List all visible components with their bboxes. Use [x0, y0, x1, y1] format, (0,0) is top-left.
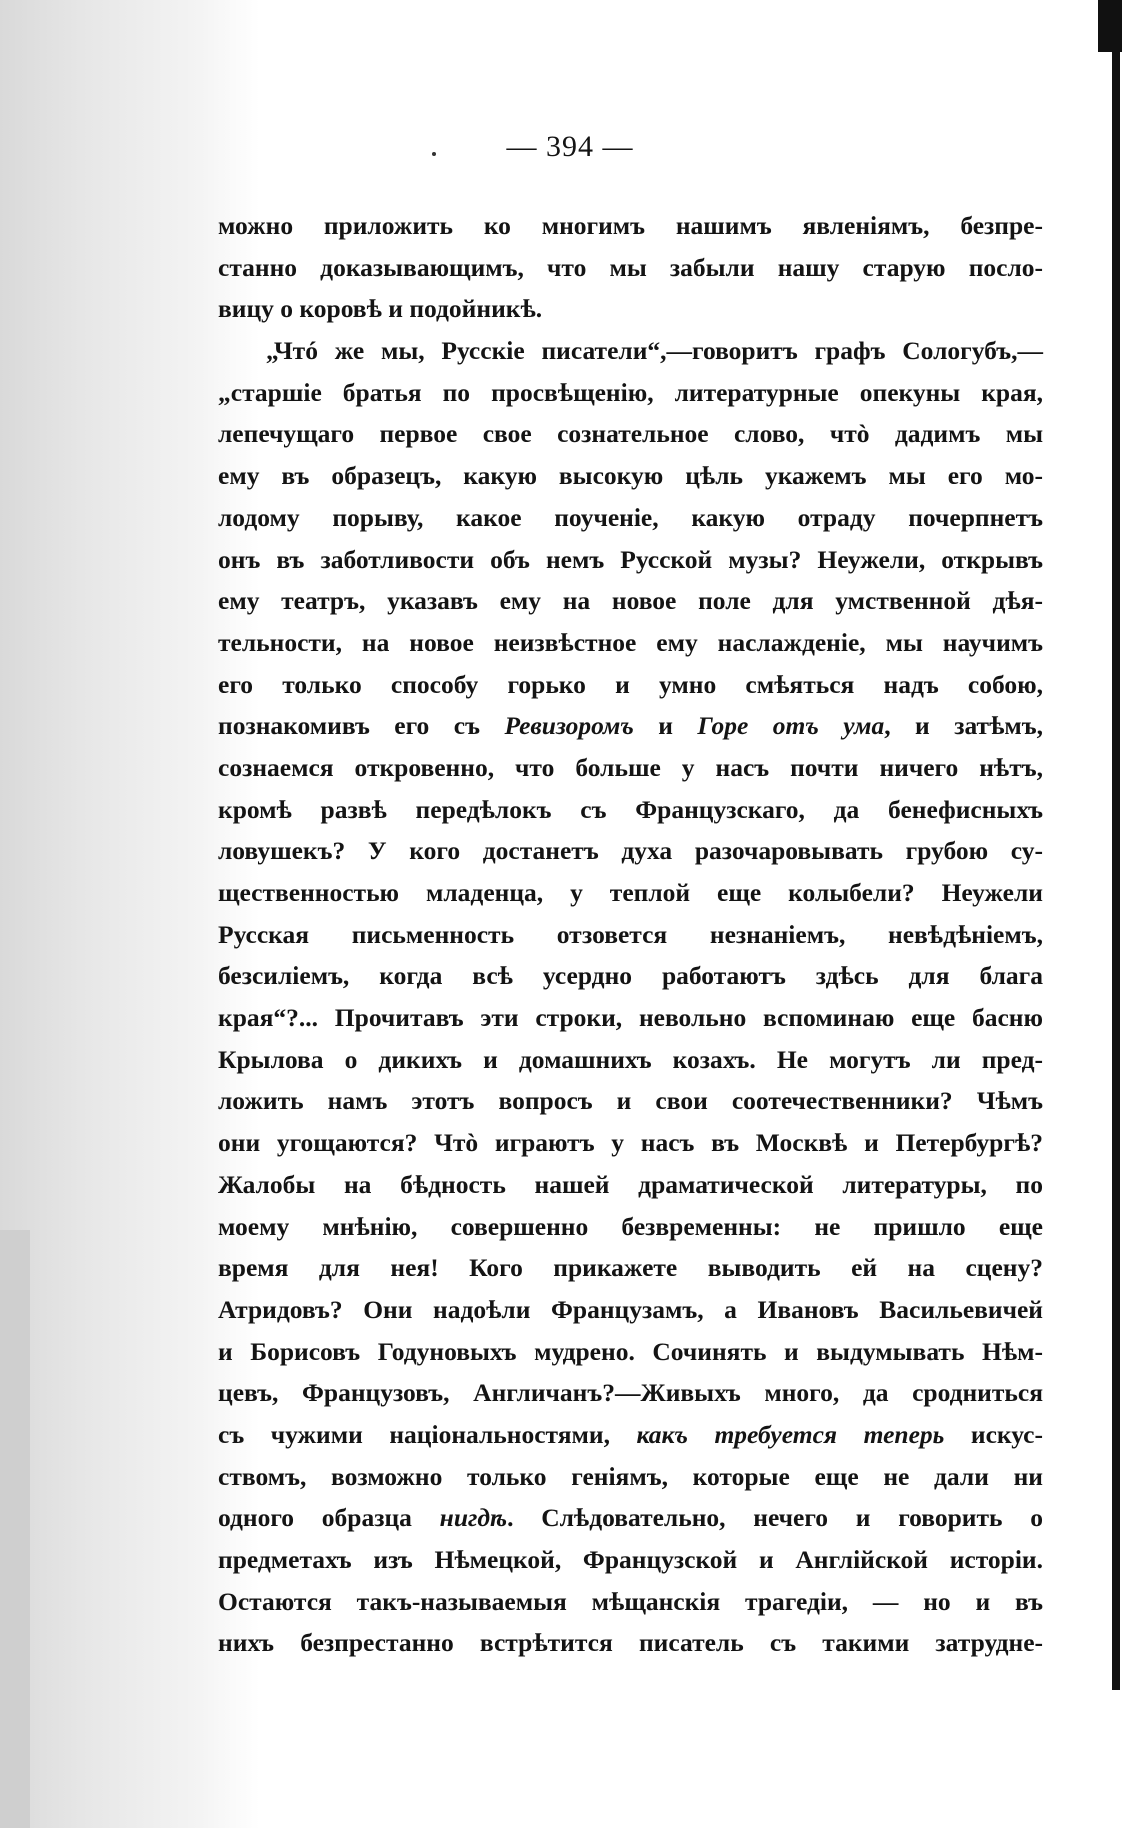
text-line: щественностью младенца, у теплой еще колыбели? Неужели: [218, 878, 1043, 907]
text-line: предметахъ изъ Нѣмецкой, Французской и Англійской исторіи.: [218, 1545, 1043, 1574]
text-line: [218, 1497, 1043, 1539]
text-line: [218, 705, 1043, 747]
text-line: ловушекъ? У кого достанетъ духа разочаровывать грубою су-: [218, 836, 1043, 866]
text-run: познакомивъ его съ: [218, 711, 505, 741]
body-text: [218, 205, 1043, 1664]
scan-shadow-strip: [0, 1230, 30, 1828]
text-line: вицу о коровѣ и подойникѣ.: [218, 294, 543, 324]
italic-title-gore-ot-uma: Горе отъ ума: [697, 711, 885, 741]
scan-edge-right: [1112, 0, 1120, 1690]
page-number: — 394 —: [506, 130, 634, 163]
text-line: края“?... Прочитавъ эти строки, невольно вспоминаю еще басню: [218, 1003, 1043, 1033]
text-line: сознаемся откровенно, что больше у насъ почти ничего нѣтъ,: [218, 752, 1043, 782]
print-speck: [432, 152, 436, 156]
text-line: цевъ, Французовъ, Англичанъ?—Живыхъ много, да сродниться: [218, 1378, 1043, 1408]
text-line: и Борисовъ Годуновыхъ мудрено. Сочинять и выдумывать Нѣм-: [218, 1336, 1043, 1366]
text-line: „старшіе братья по просвѣщенію, литературные опекуны края,: [218, 377, 1043, 407]
italic-phrase: какъ требуется теперь: [636, 1419, 945, 1449]
text-line: его только способу горько и умно смѣяться надъ собою,: [218, 669, 1043, 699]
italic-word-nigde: нигдѣ: [439, 1503, 508, 1533]
text-run: съ чужими національностями,: [218, 1419, 637, 1449]
text-line: ему театръ, указавъ ему на новое поле для умственной дѣя-: [218, 586, 1043, 616]
text-line: станно доказывающимъ, что мы забыли нашу старую посло-: [218, 252, 1043, 282]
text-line: тельности, на новое неизвѣстное ему наслажденіе, мы научимъ: [218, 627, 1043, 657]
text-line: безсиліемъ, когда всѣ усердно работаютъ здѣсь для блага: [218, 961, 1043, 991]
text-line: моему мнѣнію, совершенно безвременны: не пришло еще: [218, 1211, 1043, 1241]
text-line: Русская письменность отзовется незнаніемъ, невѣдѣніемъ,: [218, 919, 1043, 949]
text-line: лепечущаго первое свое сознательное слово, чтò дадимъ мы: [218, 419, 1043, 449]
italic-title-revizor: Ревизоромъ: [504, 711, 634, 741]
text-run: и: [633, 711, 698, 741]
text-line: [218, 1414, 1043, 1456]
text-line: время для нея! Кого прикажете выводить ей на сцену?: [218, 1253, 1043, 1283]
text-run: , и затѣмъ,: [884, 711, 1043, 741]
text-line: нихъ безпрестанно встрѣтится писатель съ такими затрудне-: [218, 1628, 1043, 1658]
text-line: ствомъ, возможно только геніямъ, которые еще не дали ни: [218, 1461, 1043, 1491]
text-line: ему въ образецъ, какую высокую цѣль укажемъ мы его мо-: [218, 461, 1043, 491]
text-line: можно приложить ко многимъ нашимъ явленіямъ, безпре-: [218, 211, 1043, 240]
text-line: кромѣ развѣ передѣлокъ съ Французскаго, да бенефисныхъ: [218, 794, 1043, 824]
text-line: Крылова о дикихъ и домашнихъ козахъ. Не могутъ ли пред-: [218, 1044, 1043, 1074]
text-line: онъ въ заботливости объ немъ Русской музы? Неужели, открывъ: [218, 544, 1043, 574]
text-line: Жалобы на бѣдность нашей драматической литературы, по: [218, 1169, 1043, 1199]
text-run: одного образца: [218, 1503, 440, 1533]
text-line: они угощаются? Чтò играютъ у насъ въ Москвѣ и Петербургѣ?: [218, 1128, 1043, 1158]
text-line: ложить намъ этотъ вопросъ и свои соотечественники? Чѣмъ: [218, 1086, 1043, 1116]
text-line: лодому порыву, какое поученіе, какую отраду почерпнетъ: [218, 502, 1043, 532]
text-line: Остаются такъ-называемыя мѣщанскія трагедіи, — но и въ: [218, 1586, 1043, 1616]
text-run: искус-: [944, 1419, 1043, 1449]
text-line: „Чтó же мы, Русскіе писатели“,—говоритъ графъ Сологубъ,—: [266, 336, 1043, 366]
text-line: Атридовъ? Они надоѣли Французамъ, а Ивановъ Васильевичей: [218, 1294, 1043, 1324]
text-run: . Слѣдовательно, нечего и говорить о: [507, 1503, 1043, 1533]
